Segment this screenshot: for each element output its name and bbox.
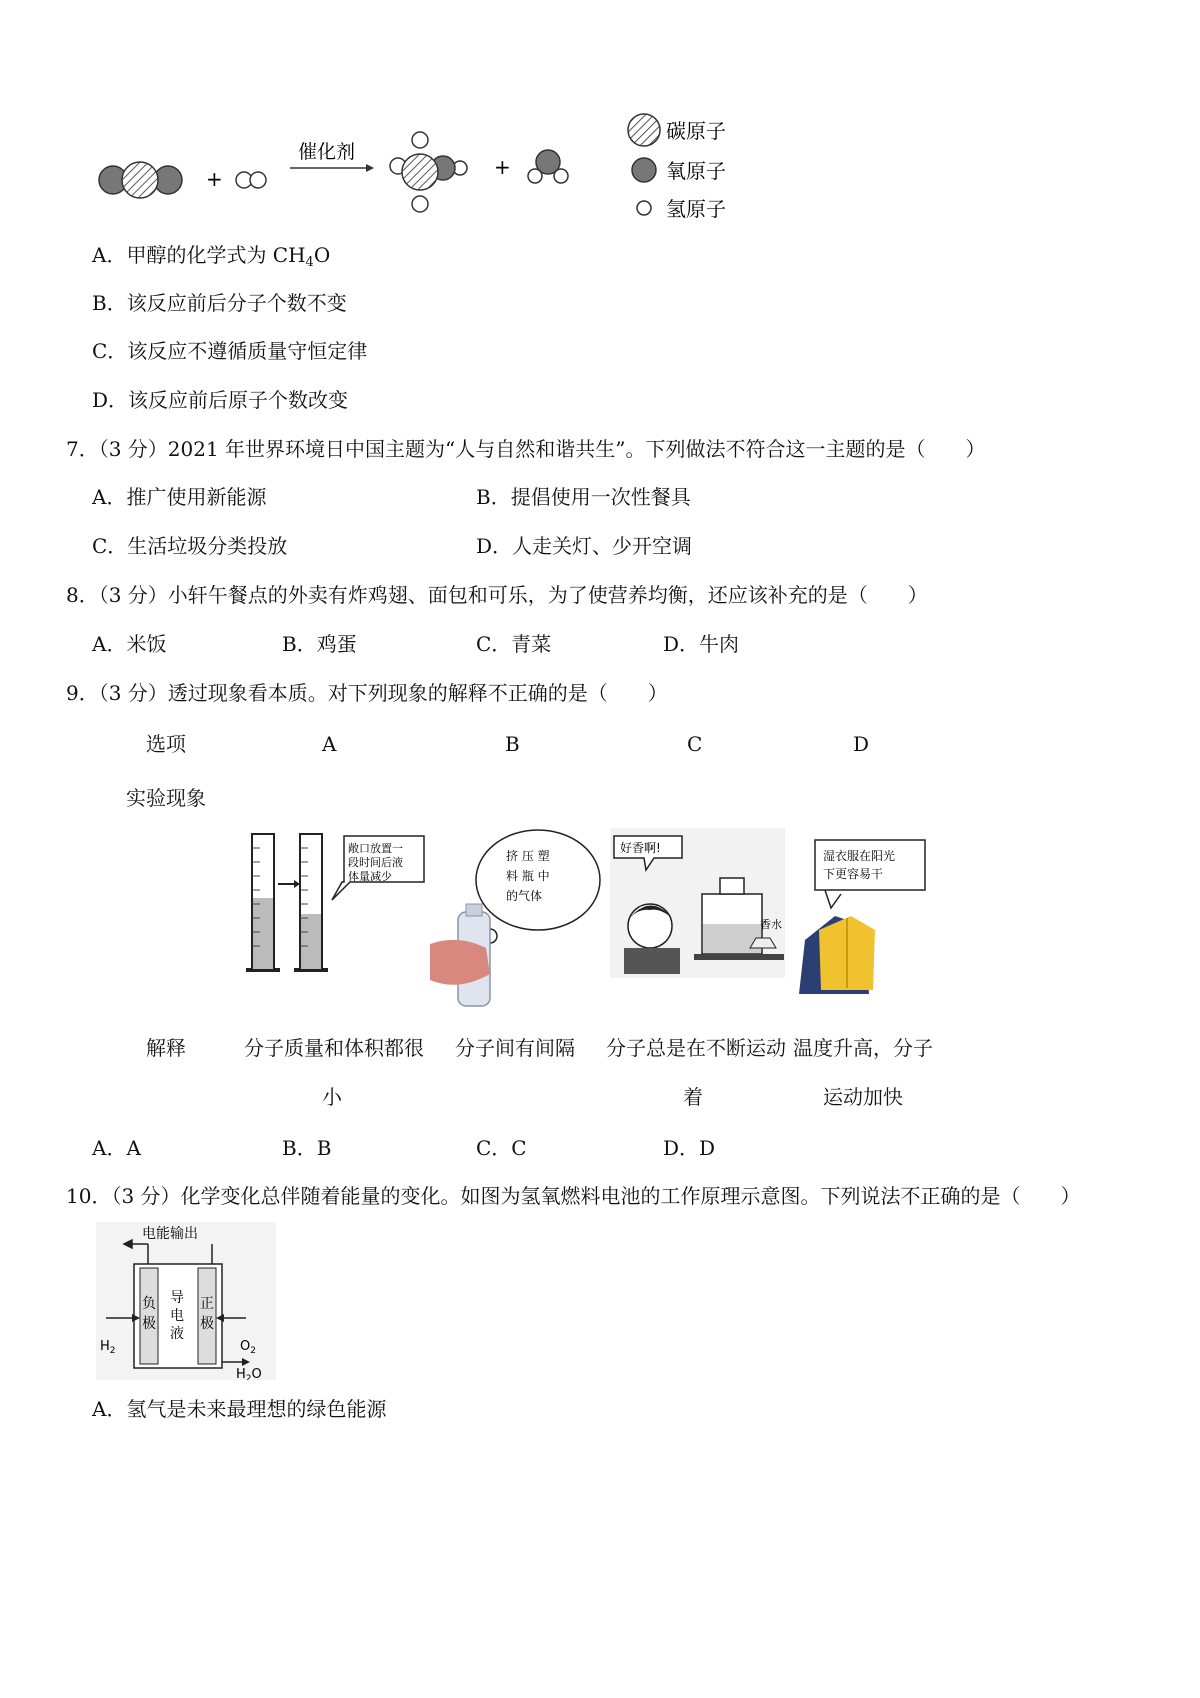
- q7-option-a: A．推广使用新能源: [92, 485, 267, 509]
- q7-option-b: B．提倡使用一次性餐具: [476, 485, 691, 509]
- bubble-a-line-1: 敞口放置一: [348, 842, 403, 855]
- q9-explain-b: 分子间有间隔: [455, 1036, 575, 1060]
- bubble-b-line-3: 的气体: [506, 889, 543, 903]
- q9-stem: 9．（3 分）透过现象看本质。对下列现象的解释不正确的是（ ）: [66, 681, 668, 705]
- q9-option-d: D．D: [663, 1136, 716, 1160]
- legend-oxygen: 氧原子: [666, 159, 726, 183]
- q9-explain-label: 解释: [146, 1036, 186, 1060]
- atom-legend: [628, 114, 726, 221]
- q9-option-a: A．A: [92, 1136, 141, 1160]
- h2o-label: $H_2O$: [236, 1367, 262, 1380]
- plus-sign-1: +: [206, 167, 223, 191]
- carbon-dioxide-molecule: [99, 162, 182, 198]
- q9-explain-c-line-1: 分子总是在不断运动: [606, 1036, 786, 1060]
- q8-option-a: A．米饭: [92, 632, 167, 656]
- water-molecule: [528, 150, 568, 183]
- q9-explain-c-line-2: 着: [683, 1085, 703, 1109]
- q8-option-c: C．青菜: [476, 632, 552, 656]
- bubble-b-line-2: 料 瓶 中: [506, 869, 550, 883]
- positive-electrode-char-2: 极: [200, 1316, 214, 1332]
- legend-carbon: 碳原子: [666, 119, 726, 143]
- q7-option-c: C．生活垃圾分类投放: [92, 534, 288, 558]
- perfume-label: 香水: [760, 918, 782, 931]
- legend-hydrogen: 氢原子: [666, 197, 726, 221]
- q10-fuel-cell-diagram: [96, 1222, 276, 1380]
- electrolyte-char-1: 导: [170, 1290, 184, 1306]
- q8-option-d: D．牛肉: [663, 632, 740, 656]
- reaction-diagram: [98, 110, 798, 240]
- q9-header-label: 选项: [146, 732, 186, 756]
- q9-column-a: A: [322, 732, 337, 756]
- negative-electrode-char-1: 负: [142, 1296, 156, 1312]
- q9-explain-a-line-2: 小: [322, 1085, 342, 1109]
- q7-option-d: D．人走关灯、少开空调: [476, 534, 693, 558]
- q9-option-b: B．B: [282, 1136, 332, 1160]
- h2-label: $H_2$: [100, 1339, 116, 1356]
- reaction-arrow: [290, 141, 374, 172]
- hydrogen-molecule: [236, 172, 266, 188]
- catalyst-label: 催化剂: [298, 141, 356, 163]
- bubble-c-text: 好香啊!: [620, 841, 661, 855]
- q6-option-c: C．该反应不遵循质量守恒定律: [92, 339, 368, 363]
- bubble-d-line-1: 湿衣服在阳光: [823, 849, 896, 863]
- methanol-molecule: [390, 132, 467, 212]
- q8-stem: 8．（3 分）小轩午餐点的外卖有炸鸡翅、面包和可乐，为了使营养均衡，还应该补充的是（ ）: [66, 583, 928, 607]
- q9-explain-d-line-2: 运动加快: [823, 1085, 903, 1109]
- q9-phenomenon-label: 实验现象: [126, 786, 206, 810]
- plus-sign-2: +: [494, 155, 511, 179]
- q9-option-c: C．C: [476, 1136, 527, 1160]
- bubble-a-line-3: 体量减少: [348, 870, 392, 883]
- positive-electrode-char-1: 正: [200, 1296, 214, 1312]
- q8-option-b: B．鸡蛋: [282, 632, 357, 656]
- q9-figure-a-cylinders: [240, 828, 430, 978]
- bubble-b-line-1: 挤 压 塑: [506, 849, 550, 863]
- bubble-d-line-2: 下更容易干: [823, 867, 884, 881]
- q9-column-d: D: [853, 732, 870, 756]
- electrolyte-char-3: 液: [170, 1326, 184, 1342]
- electrolyte-char-2: 电: [170, 1308, 184, 1324]
- o2-label: $O_2$: [240, 1339, 256, 1356]
- q10-stem: 10．（3 分）化学变化总伴随着能量的变化。如图为氢氧燃料电池的工作原理示意图。下列说法不正确的是（ ）: [66, 1184, 1081, 1208]
- q9-column-c: C: [687, 732, 703, 756]
- bubble-a-line-2: 段时间后液: [348, 856, 403, 869]
- q6-option-b: B．该反应前后分子个数不变: [92, 291, 347, 315]
- q9-figure-c-perfume: [610, 828, 785, 978]
- negative-electrode-char-2: 极: [142, 1316, 156, 1332]
- q9-figure-b-bottle: [428, 824, 608, 1010]
- output-label: 电能输出: [142, 1226, 198, 1242]
- q7-stem: 7．（3 分）2021 年世界环境日中国主题为“人与自然和谐共生”。下列做法不符合这一主题的是（ ）: [66, 437, 986, 461]
- q9-figure-d-clothes: [795, 834, 935, 1002]
- q10-option-a: A．氢气是未来最理想的绿色能源: [92, 1397, 387, 1421]
- q9-explain-d-line-1: 温度升高，分子: [793, 1036, 933, 1060]
- q9-column-b: B: [505, 732, 520, 756]
- q9-explain-a-line-1: 分子质量和体积都很: [244, 1036, 424, 1060]
- q6-option-d: D．该反应前后原子个数改变: [92, 388, 349, 412]
- q6-option-a: A．甲醇的化学式为 $CH_4O$: [92, 243, 331, 270]
